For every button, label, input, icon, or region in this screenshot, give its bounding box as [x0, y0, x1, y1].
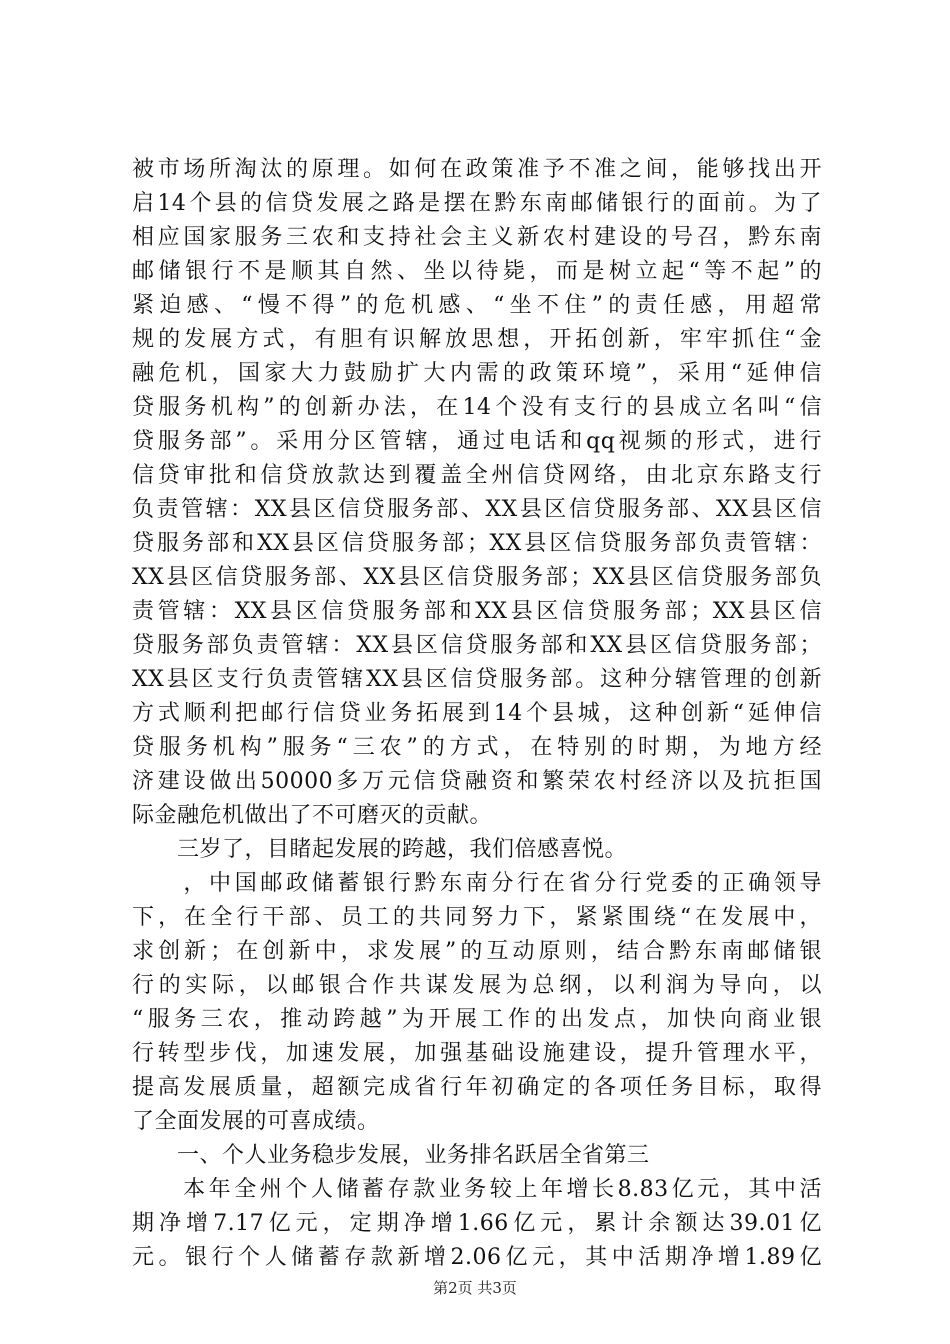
text-line: 本年全州个人储蓄存款业务较上年增长8.83亿元，其中活 [132, 1177, 822, 1202]
text-line: 信贷审批和信贷放款达到覆盖全州信贷网络，由北京东路支行 [132, 463, 822, 488]
text-line: 三岁了，目睹起发展的跨越，我们倍感喜悦。 [132, 837, 628, 862]
text-line: 行转型步伐，加速发展，加强基础设施建设，提升管理水平， [132, 1041, 822, 1066]
document-body [132, 153, 822, 1275]
text-line: 际金融危机做出了不可磨灭的贡献。 [132, 803, 493, 828]
text-line: 下，在全行干部、员工的共同努力下，紧紧围绕“在发展中， [132, 905, 822, 930]
text-line: 被市场所淘汰的原理。如何在政策准予不准之间，能够找出开 [132, 157, 822, 182]
text-line: 了全面发展的可喜成绩。 [132, 1109, 380, 1134]
text-line: 期净增7.17亿元，定期净增1.66亿元，累计余额达39.01亿 [132, 1211, 822, 1236]
text-line: 紧迫感、“慢不得”的危机感、“坐不住”的责任感，用超常 [132, 293, 822, 318]
text-line: 贷服务机构”服务“三农”的方式，在特别的时期，为地方经 [132, 735, 822, 760]
text-line: 贷服务部负责管辖：XX县区信贷服务部和XX县区信贷服务部； [132, 633, 822, 658]
text-line: “服务三农，推动跨越”为开展工作的出发点，加快向商业银 [132, 1007, 822, 1032]
text-line: XX县区信贷服务部、XX县区信贷服务部；XX县区信贷服务部负 [132, 565, 822, 590]
text-line: 贷服务机构”的创新办法，在14个没有支行的县成立名叫“信 [132, 395, 822, 420]
text-line: 融危机，国家大力鼓励扩大内需的政策环境”，采用“延伸信 [132, 361, 822, 386]
text-line: 启14个县的信贷发展之路是摆在黔东南邮储银行的面前。为了 [132, 191, 822, 216]
text-line: 元。银行个人储蓄存款新增2.06亿元，其中活期净增1.89亿 [132, 1245, 822, 1270]
text-line: 提高发展质量，超额完成省行年初确定的各项任务目标，取得 [132, 1075, 822, 1100]
text-line: 贷服务部和XX县区信贷服务部；XX县区信贷服务部负责管辖： [132, 531, 822, 556]
text-line: 规的发展方式，有胆有识解放思想，开拓创新，牢牢抓住“金 [132, 327, 822, 352]
text-line: 相应国家服务三农和支持社会主义新农村建设的号召，黔东南 [132, 225, 822, 250]
text-line: ，中国邮政储蓄银行黔东南分行在省分行党委的正确领导 [132, 871, 822, 896]
text-line: 贷服务部”。采用分区管辖，通过电话和qq视频的形式，进行 [132, 429, 822, 454]
text-line: XX县区支行负责管辖XX县区信贷服务部。这种分辖管理的创新 [132, 667, 822, 692]
text-line: 邮储银行不是顺其自然、坐以待毙，而是树立起“等不起”的 [132, 259, 822, 284]
text-line: 济建设做出50000多万元信贷融资和繁荣农村经济以及抗拒国 [132, 769, 822, 794]
text-line: 负责管辖：XX县区信贷服务部、XX县区信贷服务部、XX县区信 [132, 497, 822, 522]
page-number-footer: 第2页 共3页 [433, 1279, 517, 1297]
text-line: 方式顺利把邮行信贷业务拓展到14个县城，这种创新“延伸信 [132, 701, 822, 726]
section-heading: 一、个人业务稳步发展，业务排名跃居全省第三 [132, 1143, 650, 1168]
text-line: 求创新；在创新中，求发展”的互动原则，结合黔东南邮储银 [132, 939, 822, 964]
text-line: 责管辖：XX县区信贷服务部和XX县区信贷服务部；XX县区信 [132, 599, 822, 624]
text-line: 行的实际，以邮银合作共谋发展为总纲，以利润为导向，以 [132, 973, 822, 998]
